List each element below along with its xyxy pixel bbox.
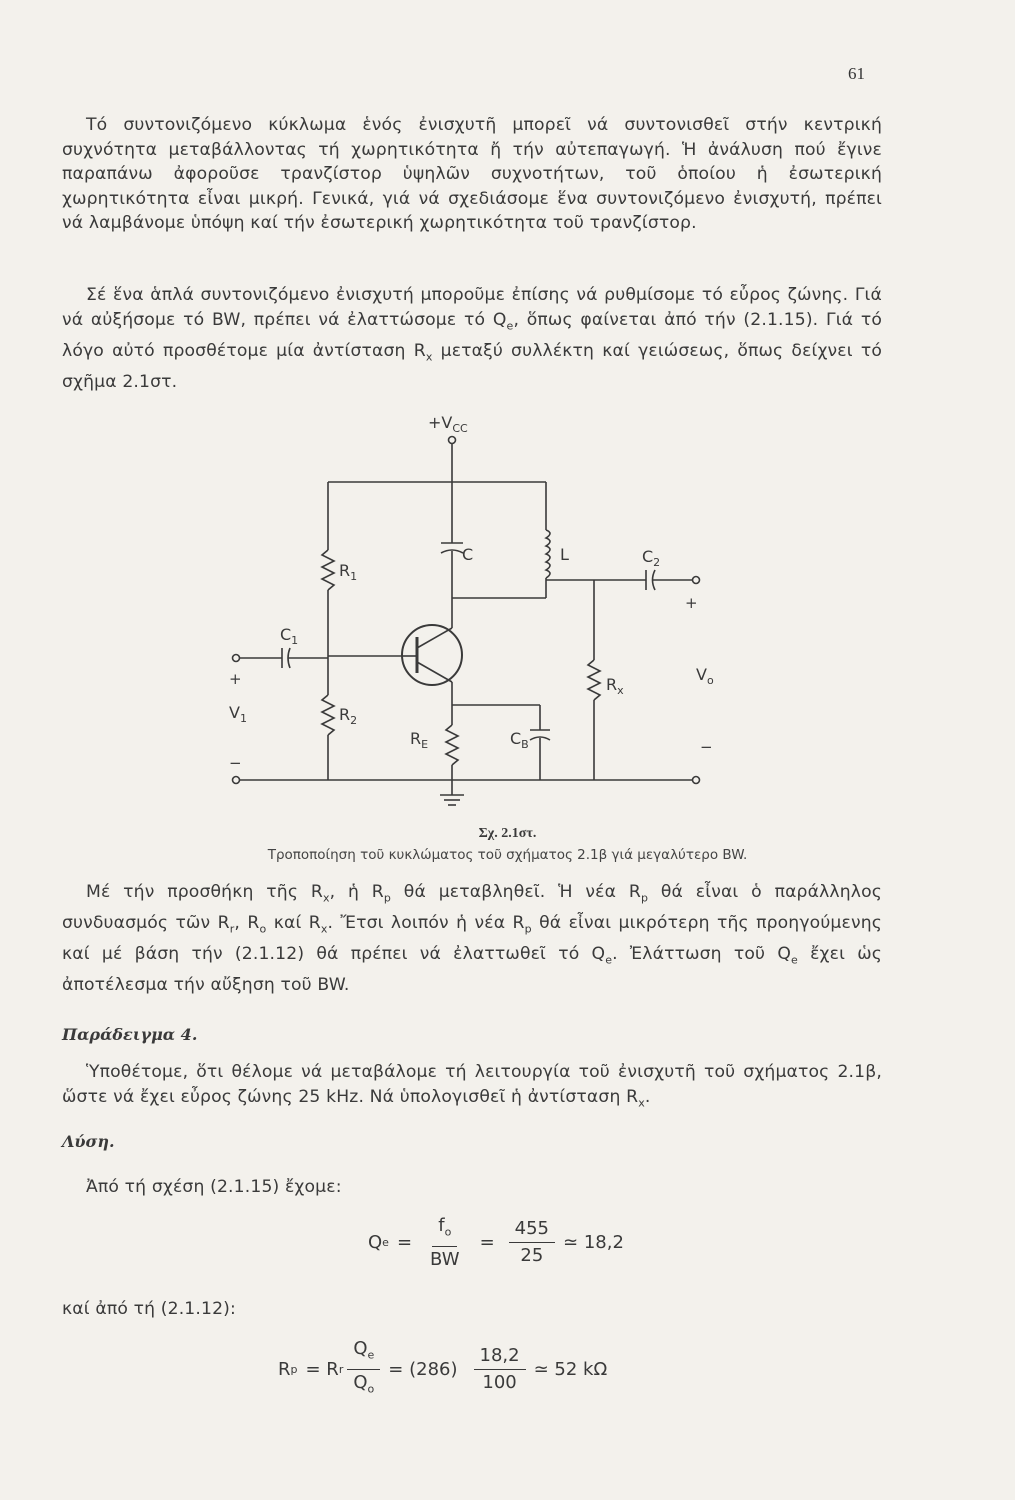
rx-resistor	[588, 660, 600, 700]
equation-qe: Q e = $\frac{f_o}{BW}$ = $\frac{455}{25}$ ≃ 18,2	[368, 1215, 624, 1270]
cb-label: $C_B$	[510, 729, 529, 751]
re-label: $R_E$	[410, 729, 429, 751]
solution-line-2: καί ἀπό τή (2.1.12):	[62, 1299, 236, 1319]
c1-label: $C_1$	[280, 625, 299, 647]
c-label: C	[462, 545, 474, 564]
input-minus: −	[229, 754, 242, 772]
output-terminal-bottom	[693, 777, 700, 784]
rx-label: $R_x$	[606, 675, 624, 697]
fraction-455-25: $\frac{455}{25}$	[509, 1218, 555, 1267]
output-minus: −	[700, 738, 713, 756]
vcc-terminal	[449, 437, 456, 444]
r1-label: $R_1$	[339, 561, 358, 583]
vcc-label: $+V_{CC}$	[428, 413, 468, 435]
paragraph-3: Μέ τήν προσθήκη τῆς $R_x$, ἡ $R_p$ θά μεταβληθεῖ. Ἡ νέα $R_p$ θά εἶναι ὁ παράλληλος συνδυασμός τῶν $R_r$, $R_o$ καί $R_x$. Ἔτσι λοιπόν ἡ νέα $R_p$ θά εἶναι μικρότερη τῆς προηγούμενης καί μέ βάση τήν (2.1.12) θά πρέπει νά ἐλαττωθεῖ τό $Q_e$. Ἐλάττωση τοῦ $Q_e$ ἔχει ὡς ἀποτέλεσμα τήν αὔξηση τοῦ BW.	[62, 882, 883, 996]
paragraph-2: Σέ ἕνα ἁπλά συντονιζόμενο ἐνισχυτή μποροῦμε ἐπίσης νά ρυθμίσομε τό εὖρος ζώνης. Γιά νά αὐξήσομε τό BW, πρέπει νά ἐλαττώσομε τό $Q_e$, ὅπως φαίνεται ἀπό τήν (2.1.15). Γιά τό λόγο αὐτό προσθέτομε μία ἀντίσταση $R_x$ μεταξύ συλλέκτη καί γειώσεως, ὅπως δείχνει τό σχῆμα 2.1στ.	[62, 285, 882, 392]
l-inductor	[546, 530, 550, 578]
l-label: L	[560, 545, 569, 564]
output-terminal-top	[693, 577, 700, 584]
input-terminal-bottom	[233, 777, 240, 784]
example-paragraph: Ὑποθέτομε, ὅτι θέλομε νά μεταβάλομε τή λειτουργία τοῦ ἐνισχυτῆ τοῦ σχήματος 2.1β, ὥστε νά ἔχει εὖρος ζώνης 25 kHz. Νά ὑπολογισθεῖ ἡ ἀντίσταση $R_x$.	[62, 1062, 882, 1110]
fraction-fo-bw: $\frac{f_o}{BW}$	[430, 1215, 460, 1270]
r2-label: $R_2$	[339, 705, 358, 727]
input-plus: +	[229, 670, 242, 688]
transistor-symbol	[402, 625, 462, 685]
v1-label: $V_1$	[229, 703, 247, 725]
solution-heading: Λύση.	[62, 1132, 115, 1151]
paragraph-1: Τό συντονιζόμενο κύκλωμα ἑνός ἐνισχυτῆ μπορεῖ νά συντονισθεῖ στήν κεντρική συχνότητα μεταβάλλοντας τή χωρητικότητα ἤ τήν αὐτεπαγωγή. Ἡ ἀνάλυση πού ἔγινε παραπάνω ἀφοροῦσε τρανζίστορ ὑψηλῶν συχνοτήτων, τοῦ ὁποίου ἡ ἐσωτερική χωρητικότητα εἶναι μικρή. Γενικά, γιά νά σχεδιάσομε ἕνα συντονιζόμενο ἐνισχυτή, πρέπει νά λαμβάνομε ὑπόψη καί τήν ἐσωτερική χωρητικότητα τοῦ τρανζίστορ.	[62, 115, 882, 234]
output-plus: +	[685, 594, 698, 612]
figure-label: Σχ. 2.1στ.	[478, 826, 537, 841]
fraction-18-100: $\frac{18,2}{100}$	[474, 1345, 526, 1394]
solution-line-1: Ἀπό τή σχέση (2.1.15) ἔχομε:	[86, 1177, 342, 1197]
fraction-qe-qo: $\frac{Q_e}{Q_o}$	[347, 1338, 380, 1400]
input-terminal-top	[233, 655, 240, 662]
figure-caption: Τροποποίηση τοῦ κυκλώματος τοῦ σχήματος 2.1β γιά μεγαλύτερο BW.	[267, 847, 748, 863]
vo-label: $V_o$	[696, 665, 714, 687]
r1-resistor	[322, 550, 334, 590]
equation-rp: R p = R r $\frac{Q_e}{Q_o}$ = (286) $\frac{18,2}{100}$ ≃ 52 kΩ	[278, 1338, 607, 1400]
r2-resistor	[322, 695, 334, 735]
example-heading: Παράδειγμα 4.	[62, 1025, 198, 1044]
page-number: 61	[848, 64, 865, 83]
c2-label: $C_2$	[642, 547, 661, 569]
re-resistor	[446, 725, 458, 765]
